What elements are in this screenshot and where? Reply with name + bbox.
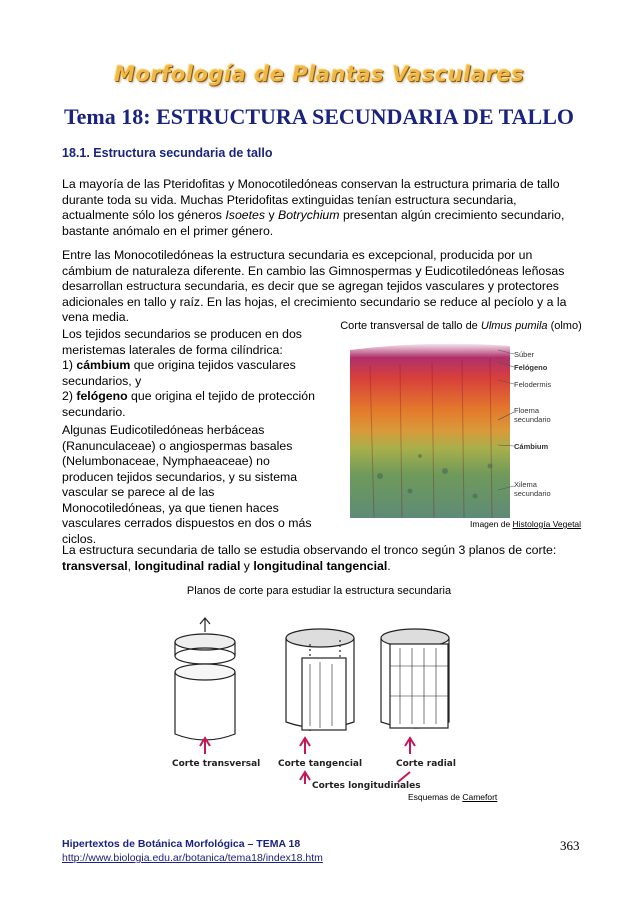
- genus-isoetes: Isoetes: [225, 208, 266, 222]
- camefort-link[interactable]: Camefort: [462, 792, 498, 802]
- meristem-list: [62, 327, 317, 420]
- label-felodermis: Felodermis: [514, 380, 552, 389]
- figure-caption-ulmus: Corte transversal de tallo de Ulmus pumila (olmo): [340, 320, 582, 332]
- paragraph-monocots: Entre las Monocotiledóneas la estructura secundaria es excepcional, producida por un cámbium de naturaleza diferente. En cambio las Gimnospermas y Eudicotiledóneas leñosas desarrollan estructura secundaria, es decir que se agregan tejidos vasculares y protectores adicionales en tallo y raíz. En las hojas, el crecimiento secundario se reduce al pecíolo y a la vena media.: [62, 248, 567, 324]
- cutting-planes-diagram: [160, 604, 505, 794]
- footer-url-link[interactable]: http://www.biologia.edu.ar/botanica/tema18/index18.htm: [62, 852, 323, 864]
- image-credit-histologia: Imagen de Histología Vegetal: [470, 519, 582, 529]
- paragraph-intro: La mayoría de las Pteridofitas y Monocotiledóneas conservan la estructura primaria de tallo durante toda su vida. Muchas Pteridofitas extinguidas tenían estructura secundaria, actualmente sólo los géneros Isoetes y Botrychium presentan algún crecimiento secundario, bastante anómalo en el primer género.: [62, 177, 565, 238]
- label-floema: Floema secundario: [514, 406, 551, 424]
- footer-title: Hipertextos de Botánica Morfológica – TEMA 18: [62, 838, 301, 850]
- label-cortes-longitudinales: Cortes longitudinales: [312, 781, 421, 791]
- ulmus-cross-section-image: [350, 336, 510, 518]
- label-corte-tangencial: Corte tangencial: [278, 759, 363, 769]
- figure-caption-planes: Planos de corte para estudiar la estructura secundaria: [186, 585, 452, 597]
- meristem-item-cambium: 1) cámbium que origina tejidos vasculares secundarios, y: [62, 358, 296, 388]
- tissue-labels: [510, 340, 590, 510]
- label-corte-radial: Corte radial: [396, 759, 456, 769]
- label-corte-transversal: Corte transversal: [172, 759, 261, 769]
- label-felogeno: Felógeno: [514, 363, 548, 372]
- site-banner: Morfología de Plantas Vasculares: [113, 62, 525, 86]
- section-heading: 18.1. Estructura secundaria de tallo: [62, 146, 273, 160]
- page-number: 363: [560, 838, 580, 853]
- genus-botrychium: Botrychium: [278, 208, 340, 222]
- paragraph-planes: La estructura secundaria de tallo se estudia observando el tronco según 3 planos de corte: transversal, longitudinal radial y longitudinal tangencial.: [62, 543, 557, 573]
- meristem-item-felogeno: 2) felógeno que origina el tejido de protección secundario.: [62, 389, 315, 419]
- label-cambium: Cámbium: [514, 442, 549, 451]
- meristem-intro: Los tejidos secundarios se producen en dos meristemas laterales de forma cilíndrica:: [62, 327, 302, 357]
- histologia-link[interactable]: Histología Vegetal: [512, 519, 582, 529]
- label-xilema: Xilema secundario: [514, 480, 551, 498]
- image-credit-camefort: Esquemas de Camefort: [408, 792, 498, 802]
- label-suber: Súber: [514, 350, 535, 359]
- page-title: Tema 18: ESTRUCTURA SECUNDARIA DE TALLO: [64, 104, 574, 129]
- paragraph-herbaceous: Algunas Eudicotiledóneas herbáceas (Ranunculaceae) o angiospermas basales (Nelumbonaceae, Nymphaeaceae) no producen tejidos secundarios, y su sistema vascular se parece al de las Monocotiledóneas, ya que tienen haces vasculares cerrados dispuestos en dos o más ciclos.: [62, 423, 312, 546]
